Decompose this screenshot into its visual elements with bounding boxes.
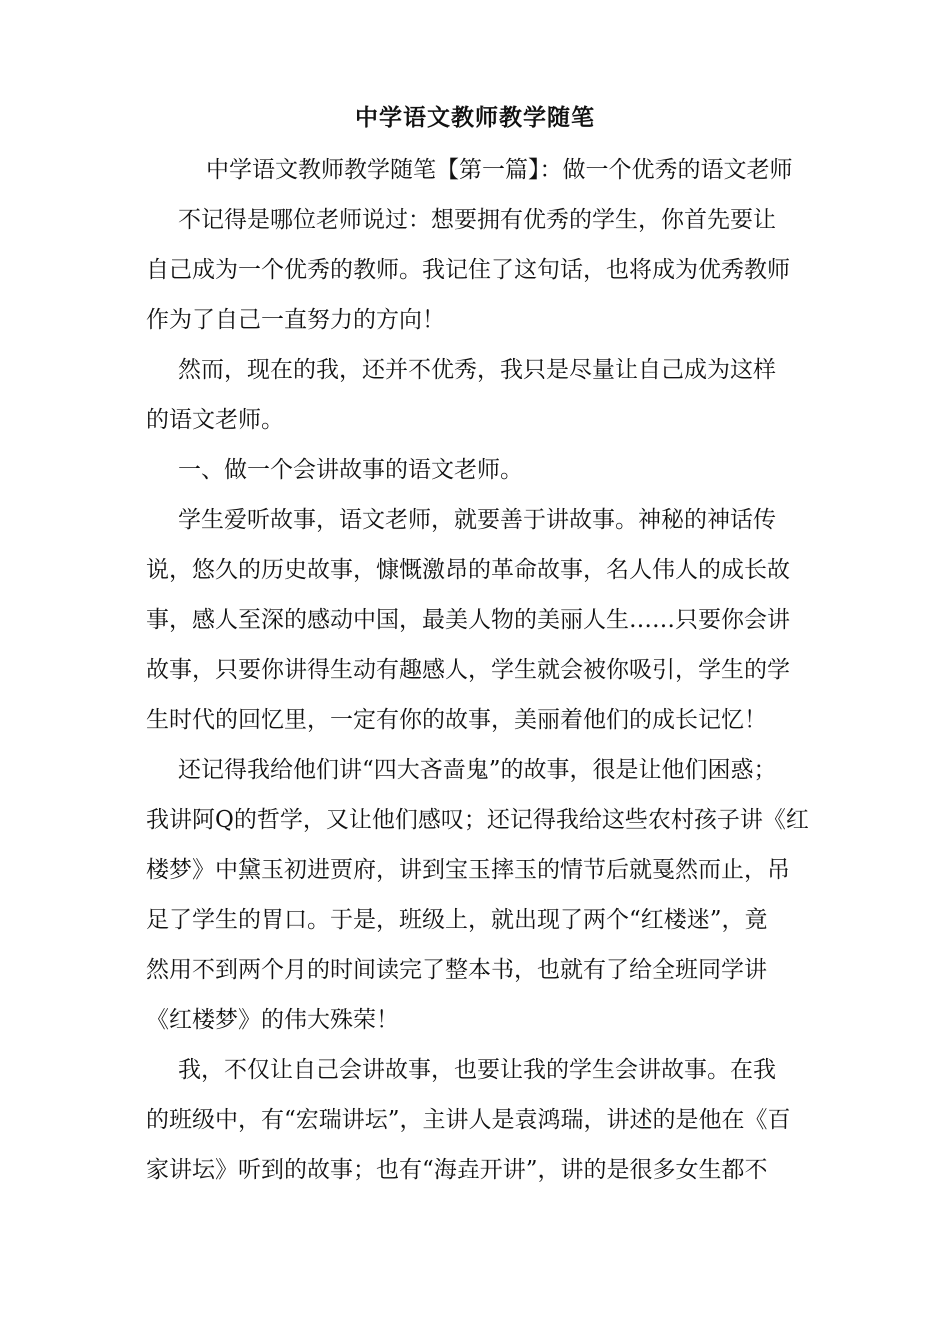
- paragraph-line: 自己成为一个优秀的教师。我记住了这句话，也将成为优秀教师: [146, 257, 790, 283]
- paragraph-line: 不记得是哪位老师说过：想要拥有优秀的学生，你首先要让: [178, 207, 776, 233]
- paragraph-line: 我讲阿Q的哲学，又让他们感叹；还记得我给这些农村孩子讲《红: [146, 807, 809, 833]
- paragraph-line: 足了学生的胃口。于是，班级上，就出现了两个“红楼迷”，竟: [146, 907, 768, 933]
- document-title: 中学语文教师教学随笔: [355, 104, 595, 131]
- paragraph-line: 说，悠久的历史故事，慷慨激昂的革命故事，名人伟人的成长故: [146, 557, 790, 583]
- paragraph-line: 家讲坛》听到的故事；也有“海垚开讲”，讲的是很多女生都不: [146, 1157, 768, 1183]
- paragraph-line: 《红楼梦》的伟大殊荣！: [146, 1007, 399, 1033]
- paragraph-line: 作为了自己一直努力的方向！: [146, 307, 445, 333]
- paragraph-line: 故事，只要你讲得生动有趣感人，学生就会被你吸引，学生的学: [146, 657, 790, 683]
- paragraph-line: 的班级中，有“宏瑞讲坛”，主讲人是袁鸿瑞，讲述的是他在《百: [146, 1107, 791, 1133]
- paragraph-line: 我，不仅让自己会讲故事，也要让我的学生会讲故事。在我: [178, 1057, 776, 1083]
- paragraph-line: 然用不到两个月的时间读完了整本书，也就有了给全班同学讲: [146, 957, 767, 983]
- paragraph-line: 一、做一个会讲故事的语文老师。: [178, 457, 523, 483]
- paragraph-line: 然而，现在的我，还并不优秀，我只是尽量让自己成为这样: [178, 357, 776, 383]
- paragraph-line: 生时代的回忆里，一定有你的故事，美丽着他们的成长记忆！: [146, 707, 767, 733]
- paragraph-line: 楼梦》中黛玉初进贾府，讲到宝玉摔玉的情节后就戛然而止，吊: [146, 857, 790, 883]
- paragraph-line: 还记得我给他们讲“四大吝啬鬼”的故事，很是让他们困惑；: [178, 757, 777, 783]
- paragraph-line: 学生爱听故事，语文老师，就要善于讲故事。神秘的神话传: [178, 507, 776, 533]
- paragraph-line: 事，感人至深的感动中国，最美人物的美丽人生……只要你会讲: [146, 607, 790, 633]
- section-heading: 中学语文教师教学随笔【第一篇】：做一个优秀的语文老师: [206, 157, 793, 183]
- paragraph-line: 的语文老师。: [146, 407, 284, 433]
